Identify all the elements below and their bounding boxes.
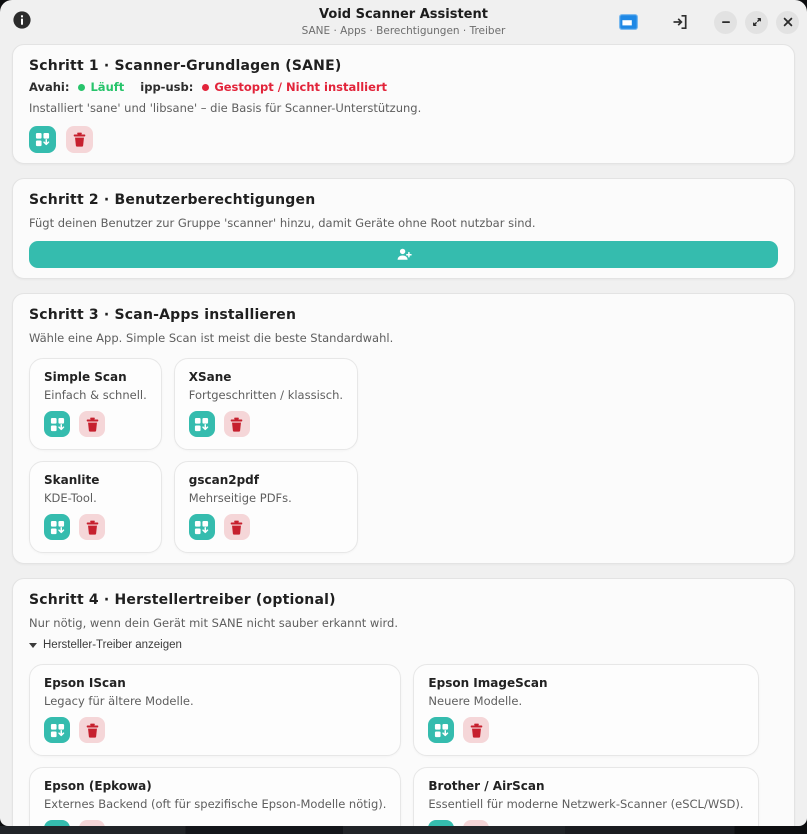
install-grid-icon: [50, 723, 65, 738]
screenshot-tray-icon: [619, 14, 638, 30]
install-package-button[interactable]: [44, 717, 70, 743]
install-package-button[interactable]: [44, 514, 70, 540]
content: [0, 44, 807, 826]
info-button[interactable]: [13, 11, 31, 29]
service-status: [29, 81, 124, 93]
package-actions: [428, 717, 743, 743]
package-name: Epson ImageScan: [428, 676, 548, 690]
apps-grid: [29, 358, 778, 553]
install-grid-icon: [434, 723, 449, 738]
package-actions: [44, 717, 386, 743]
app-card: [174, 461, 358, 553]
package-name: Epson IScan: [44, 676, 126, 690]
trash-icon: [470, 723, 483, 738]
minimize-icon: [721, 17, 731, 27]
service-state: Gestoppt / Nicht installiert: [214, 80, 388, 94]
package-actions: [189, 514, 343, 540]
step1-card: [12, 44, 795, 164]
package-name: Epson (Epkowa): [44, 779, 152, 793]
app-card: [29, 358, 162, 450]
step1-title: Schritt 1 · Scanner-Grundlagen (SANE): [29, 58, 342, 74]
install-grid-icon: [194, 520, 209, 535]
install-grid-icon: [35, 132, 50, 147]
remove-package-button[interactable]: [79, 514, 105, 540]
status-dot-icon: [202, 84, 209, 91]
package-actions: [44, 514, 147, 540]
app-card: [174, 358, 358, 450]
package-description: Einfach & schnell.: [44, 388, 147, 402]
trash-icon: [86, 417, 99, 432]
package-name: XSane: [188, 370, 232, 384]
package-description: Legacy für ältere Modelle.: [44, 694, 194, 708]
service-state: Läuft: [90, 80, 125, 94]
step3-description: Wähle eine App. Simple Scan ist meist die beste Standardwahl.: [29, 331, 394, 345]
remove-package-button[interactable]: [224, 411, 250, 437]
remove-sane-button[interactable]: [66, 126, 93, 153]
close-icon: [783, 17, 793, 27]
step2-card: [12, 178, 795, 279]
remove-package-button[interactable]: [224, 514, 250, 540]
package-name: Simple Scan: [44, 370, 127, 384]
caret-down-icon: [29, 643, 37, 648]
package-actions: [189, 411, 343, 437]
install-grid-icon: [50, 520, 65, 535]
window-subtitle: SANE · Apps · Berechtigungen · Treiber: [301, 25, 506, 37]
install-package-button[interactable]: [428, 717, 454, 743]
person-plus-icon: [396, 247, 412, 262]
package-description: KDE-Tool.: [44, 491, 97, 505]
remove-package-button[interactable]: [463, 717, 489, 743]
package-description: Essentiell für moderne Netzwerk-Scanner (eSCL/WSD).: [428, 797, 744, 811]
service-status: [140, 81, 387, 93]
package-description: Mehrseitige PDFs.: [188, 491, 292, 505]
remove-package-button[interactable]: [79, 411, 105, 437]
install-package-button[interactable]: [189, 411, 215, 437]
status-dot-icon: [78, 84, 85, 91]
step3-title: Schritt 3 · Scan-Apps installieren: [29, 307, 297, 323]
titlebar: [0, 0, 807, 44]
trash-icon: [73, 132, 86, 147]
install-sane-button[interactable]: [29, 126, 56, 153]
step4-card: [12, 578, 795, 826]
package-name: Skanlite: [44, 473, 100, 487]
step4-title: Schritt 4 · Herstellertreiber (optional): [29, 592, 336, 608]
step3-card: [12, 293, 795, 564]
step2-description: Fügt deinen Benutzer zur Gruppe 'scanner' hinzu, damit Geräte ohne Root nutzbar sind.: [29, 216, 536, 230]
titlebar-actions: [619, 0, 799, 44]
package-description: Externes Backend (oft für spezifische Epson-Modelle nötig).: [44, 797, 387, 811]
step1-description: Installiert 'sane' und 'libsane' – die Basis für Scanner-Unterstützung.: [29, 101, 422, 115]
package-description: Neuere Modelle.: [428, 694, 523, 708]
screenshot-tray-button[interactable]: [619, 14, 638, 30]
step2-title: Schritt 2 · Benutzerberechtigungen: [29, 192, 316, 208]
minimize-button[interactable]: [714, 11, 737, 34]
install-package-button[interactable]: [44, 411, 70, 437]
window-title: Void Scanner Assistent: [319, 7, 488, 22]
package-name: gscan2pdf: [188, 473, 259, 487]
restore-icon: [751, 16, 763, 28]
drivers-grid: [29, 664, 778, 826]
trash-icon: [86, 723, 99, 738]
exit-icon: [671, 13, 689, 31]
remove-package-button[interactable]: [79, 717, 105, 743]
install-grid-icon: [194, 417, 209, 432]
desktop-taskbar-strip: [0, 826, 807, 834]
driver-card: [413, 767, 758, 826]
step1-status-row: [29, 81, 778, 93]
step4-description: Nur nötig, wenn dein Gerät mit SANE nicht sauber erkannt wird.: [29, 616, 399, 630]
step1-actions: [29, 126, 778, 153]
vendor-drivers-toggle-label: Hersteller-Treiber anzeigen: [43, 639, 182, 651]
driver-card: [29, 664, 401, 756]
app-card: [29, 461, 162, 553]
driver-card: [29, 767, 401, 826]
service-name: ipp-usb:: [140, 80, 194, 94]
package-actions: [44, 411, 147, 437]
info-icon: [13, 11, 31, 29]
driver-card: [413, 664, 758, 756]
install-package-button[interactable]: [189, 514, 215, 540]
package-name: Brother / AirScan: [428, 779, 545, 793]
exit-button[interactable]: [671, 13, 689, 31]
restore-button[interactable]: [745, 11, 768, 34]
service-name: Avahi:: [29, 80, 70, 94]
add-user-to-scanner-group-button[interactable]: [29, 241, 778, 268]
vendor-drivers-toggle[interactable]: [29, 639, 182, 651]
trash-icon: [230, 520, 243, 535]
close-button[interactable]: [776, 11, 799, 34]
trash-icon: [86, 520, 99, 535]
install-grid-icon: [50, 417, 65, 432]
package-description: Fortgeschritten / klassisch.: [188, 388, 344, 402]
trash-icon: [230, 417, 243, 432]
